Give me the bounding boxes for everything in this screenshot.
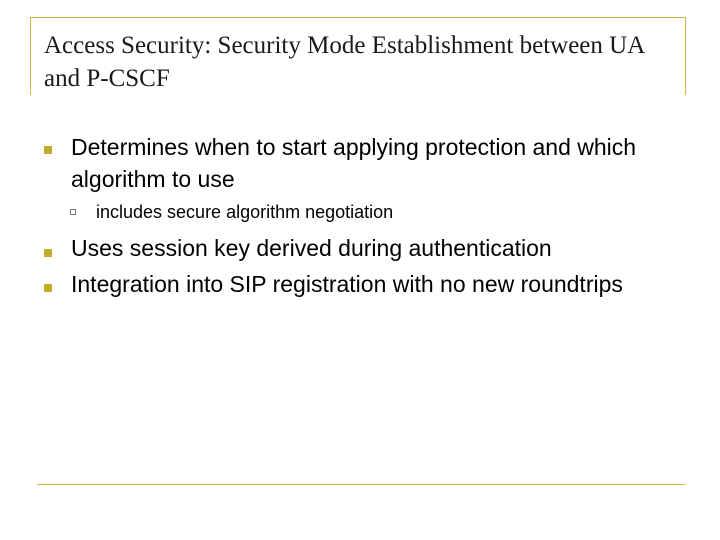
sub-bullet-1-text: includes secure algorithm negotiation <box>96 202 394 222</box>
title-frame-left-line <box>30 17 31 95</box>
footer-divider <box>37 484 685 485</box>
bullet-3-icon <box>44 284 52 292</box>
bullet-2-text: Uses session key derived during authentication <box>71 235 552 261</box>
bullet-2-icon <box>44 249 52 257</box>
bullet-3-text: Integration into SIP registration with no new roundtrips <box>71 271 623 297</box>
title-frame-top-line <box>30 17 686 18</box>
sub-bullet-1-icon <box>70 209 76 215</box>
slide-title: Access Security: Security Mode Establishment between UA and P-CSCF <box>44 32 644 92</box>
bullet-1-text: Determines when to start applying protection and which algorithm to use <box>71 134 637 192</box>
bullet-1-icon <box>44 146 52 154</box>
title-frame-right-line <box>685 17 686 95</box>
